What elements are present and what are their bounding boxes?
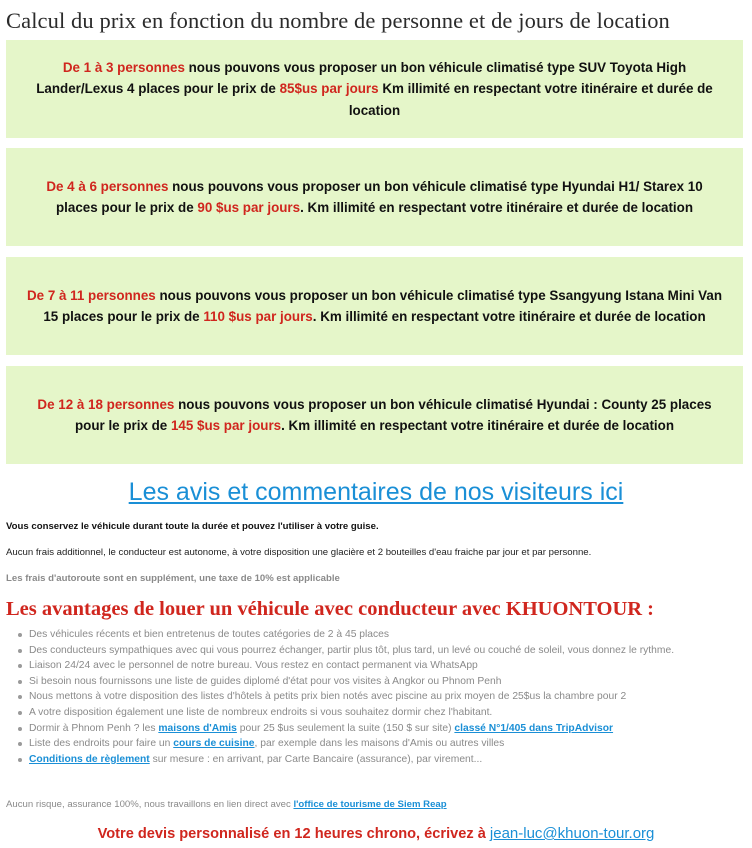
offer-persons: De 12 à 18 personnes <box>37 396 175 412</box>
offer-persons: De 7 à 11 personnes <box>26 287 156 303</box>
list-item: Nous mettons à votre disposition des listes d'hôtels à petits prix bien notés avec piscine au prix moyen de 25$us la chambre pour 2 <box>18 689 738 705</box>
quote-cta <box>0 825 752 842</box>
offer-text <box>24 176 725 219</box>
advantages-heading: Les avantages de louer un véhicule avec conducteur avec KHUONTOUR : <box>6 598 655 620</box>
list-item <box>18 752 738 768</box>
list-item-text: pour 25 $us seulement la suite (150 $ sur site) <box>236 722 455 734</box>
offer-text <box>24 394 725 437</box>
info-no-extra-fees: Aucun frais additionnel, le conducteur est autonome, à votre disposition une glacière et 2 bouteilles d'eau fraiche par jour et par personne. <box>6 547 592 558</box>
list-item-text: Dormir à Phnom Penh ? les <box>29 722 159 734</box>
page-title: Calcul du prix en fonction du nombre de personne et de jours de location <box>6 8 670 33</box>
info-vehicle-usage: Vous conservez le véhicule durant toute la durée et pouvez l'utiliser à votre guise. <box>6 521 379 532</box>
offer-persons: De 4 à 6 personnes <box>46 178 169 194</box>
list-item: Des véhicules récents et bien entretenus de toutes catégories de 2 à 45 places <box>18 627 738 643</box>
list-item: A votre disposition également une liste de nombreux endroits si vous souhaitez dormir chez l'habitant. <box>18 705 738 721</box>
offer-card-4 <box>6 366 743 464</box>
offer-card-3 <box>6 257 743 355</box>
offer-card-1 <box>6 40 743 138</box>
offer-conditions: . Km illimité en respectant votre itinéraire et durée de location <box>312 309 706 324</box>
offer-persons: De 1 à 3 personnes <box>62 59 185 75</box>
list-item-text: , par exemple dans les maisons d'Amis ou autres villes <box>254 738 505 750</box>
list-item <box>18 721 738 737</box>
insurance-note-text: Aucun risque, assurance 100%, nous travaillons en lien direct avec <box>6 799 294 810</box>
list-item-text: Liste des endroits pour faire un <box>29 738 174 750</box>
offer-price: 110 $us par jours <box>203 309 313 324</box>
offer-description: nous pouvons vous proposer un bon véhicule climatisé type SUV Toyota High Lander/Lexus 4 places pour le prix de <box>36 59 687 97</box>
maisons-amis-link[interactable]: maisons d'Amis <box>158 722 237 734</box>
list-item: Si besoin nous fournissons une liste de guides diplomé d'état pour vos visites à Angkor ou Phnom Penh <box>18 674 738 690</box>
advantages-list <box>18 627 738 767</box>
payment-conditions-link[interactable]: Conditions de règlement <box>29 753 150 765</box>
quote-text: Votre devis personnalisé en 12 heures chrono, écrivez à <box>97 826 490 842</box>
info-highway-fees: Les frais d'autoroute sont en supplément, une taxe de 10% est applicable <box>6 573 340 584</box>
offer-description: nous pouvons vous proposer un bon véhicule climatisé Hyundai : County 25 places pour le prix de <box>74 396 712 433</box>
offer-text <box>24 57 725 122</box>
tourism-office-link[interactable]: l'office de tourisme de Siem Reap <box>293 799 447 810</box>
offer-conditions: . Km illimité en respectant votre itinéraire et durée de location <box>281 418 675 433</box>
offer-description: nous pouvons vous proposer un bon véhicule climatisé type Ssangyung Istana Mini Van 15 places pour le prix de <box>43 287 722 324</box>
offer-card-2 <box>6 148 743 246</box>
list-item: Des conducteurs sympathiques avec qui vous pourrez échanger, partir plus tôt, plus tard, un levé ou couché de soleil, vous donnez le rythme. <box>18 643 738 659</box>
cooking-class-link[interactable]: cours de cuisine <box>173 738 255 750</box>
offer-description: nous pouvons vous proposer un bon véhicule climatisé type Hyundai H1/ Starex 10 places pour le prix de <box>55 178 703 215</box>
offer-text <box>24 285 725 328</box>
offer-conditions: Km illimité en respectant votre itinéraire et durée de location <box>348 81 713 118</box>
reviews-link[interactable]: Les avis et commentaires de nos visiteurs ici <box>128 478 624 506</box>
tripadvisor-link[interactable]: classé N°1/405 dans TripAdvisor <box>454 722 614 734</box>
offer-price: 90 $us par jours <box>197 200 301 215</box>
list-item <box>18 736 738 752</box>
offer-price: 85$us par jours <box>279 81 379 97</box>
list-item: Liaison 24/24 avec le personnel de notre bureau. Vous restez en contact permanent via WhatsApp <box>18 658 738 674</box>
email-link[interactable]: jean-luc@khuon-tour.org <box>489 825 655 842</box>
offer-price: 145 $us par jours <box>170 418 282 433</box>
insurance-note <box>6 799 447 810</box>
offer-conditions: . Km illimité en respectant votre itinéraire et durée de location <box>300 200 694 215</box>
list-item-text: sur mesure : en arrivant, par Carte Bancaire (assurance), par virement... <box>149 753 483 765</box>
